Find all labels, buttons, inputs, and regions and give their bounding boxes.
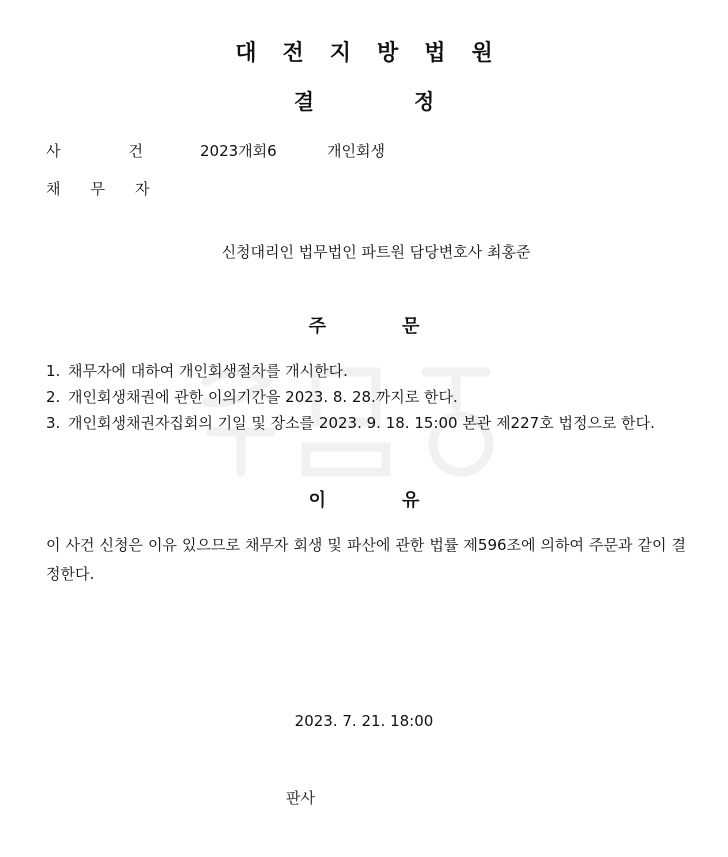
case-name: 개인회생 (327, 142, 385, 160)
order-item-number: 1. (46, 362, 61, 380)
agent-line: 신청대리인 법무법인 파트원 담당변호사 최홍준 (221, 243, 531, 261)
reason-section-title: 이유 (308, 490, 496, 511)
order-list (46, 358, 686, 436)
case-number: 2023개회6 (200, 142, 277, 160)
order-item (46, 384, 686, 410)
case-label: 사건 (46, 142, 211, 160)
judge-label: 판사 (286, 789, 315, 807)
order-item-number: 3. (46, 414, 61, 432)
order-section-title: 주문 (308, 316, 496, 337)
order-item-text: 채무자에 대하여 개인회생절차를 개시한다. (68, 362, 348, 380)
document-type: 결정 (293, 90, 535, 114)
order-item-number: 2. (46, 388, 61, 406)
debtor-label: 채무자 (46, 180, 180, 198)
reason-text: 이 사건 신청은 이유 있으므로 채무자 회생 및 파산에 관한 법률 제596조에 의하여 주문과 같이 결정한다. (46, 536, 686, 583)
court-name: 대전지방법원 (235, 41, 519, 66)
order-item (46, 358, 686, 384)
order-item-text: 개인회생채권에 관한 이의기간을 2023. 8. 28.까지로 한다. (68, 388, 458, 406)
decision-date: 2023. 7. 21. 18:00 (294, 712, 434, 730)
order-item (46, 410, 686, 436)
order-item-text: 개인회생채권자집회의 기일 및 장소를 2023. 9. 18. 15:00 본관 제227호 법정으로 한다. (68, 414, 655, 432)
